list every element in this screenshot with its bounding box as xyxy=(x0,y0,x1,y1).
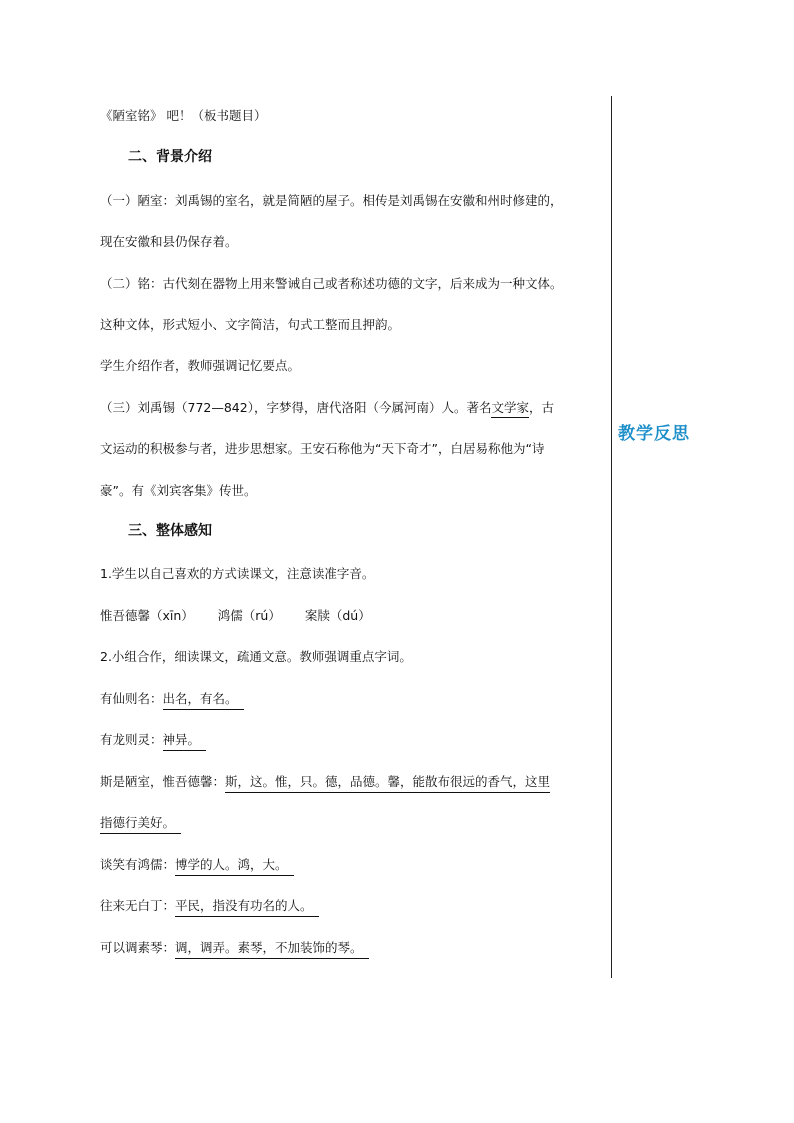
background-item-3-line-2: 文运动的积极参与者，进步思想家。王安石称他为“天下奇才”，白居易称他为“诗 xyxy=(100,441,545,456)
pinyin-row xyxy=(100,608,371,624)
underlined-term: 文学家 xyxy=(491,400,529,418)
glossary-definition: 斯，这。惟，只。德，品德。馨，能散布很远的香气，这里 xyxy=(225,774,550,793)
glossary-entry-continued xyxy=(100,815,181,834)
lesson-content xyxy=(100,96,610,978)
background-item-1-line-2: 现在安徽和县仍保存着。 xyxy=(100,234,238,249)
glossary-definition: 神异。 xyxy=(163,732,207,751)
glossary-definition: 出名，有名。 xyxy=(163,691,244,710)
step-2-line: 2.小组合作，细读课文，疏通文意。教师强调重点字词。 xyxy=(100,649,412,664)
glossary-term: 可以调素琴： xyxy=(100,940,176,955)
background-item-1-line-1: （一）陋室：刘禹锡的室名，就是简陋的屋子。相传是刘禹锡在安徽和州时修建的， xyxy=(100,193,563,208)
teaching-reflection-heading: 教学反思 xyxy=(618,424,690,444)
column-divider xyxy=(611,96,612,978)
intro-line: 《陋室铭》 吧！（板书题目） xyxy=(100,108,267,123)
glossary-entry xyxy=(100,774,550,793)
glossary-entry xyxy=(100,732,206,751)
glossary-entry xyxy=(100,857,294,876)
glossary-definition: 调，调弄。素琴，不加装饰的琴。 xyxy=(175,940,369,959)
background-item-2-line-2: 这种文体，形式短小、文字简洁，句式工整而且押韵。 xyxy=(100,317,401,332)
glossary-term: 有仙则名： xyxy=(100,691,163,706)
section-heading-background: 二、背景介绍 xyxy=(128,149,212,165)
step-1-line: 1.学生以自己喜欢的方式读课文，注意读准字音。 xyxy=(100,566,375,581)
glossary-entry xyxy=(100,898,319,917)
glossary-term: 有龙则灵： xyxy=(100,732,163,747)
background-item-3-line-3: 豪”。有《刘宾客集》传世。 xyxy=(100,483,257,498)
glossary-term: 斯是陋室，惟吾德馨： xyxy=(100,774,226,789)
glossary-term: 往来无白丁： xyxy=(100,898,176,913)
glossary-term: 谈笑有鸿儒： xyxy=(100,857,176,872)
glossary-entry xyxy=(100,691,244,710)
glossary-definition-continued: 指德行美好。 xyxy=(100,815,181,834)
pinyin-item: 惟吾德馨（xīn） xyxy=(100,608,194,623)
author-intro-tail: ，古 xyxy=(528,400,554,415)
glossary-definition: 平民，指没有功名的人。 xyxy=(175,898,319,917)
author-intro-text: （三）刘禹锡（772—842），字梦得，唐代洛阳（今属河南）人。著名 xyxy=(100,400,492,415)
student-activity-line: 学生介绍作者，教师强调记忆要点。 xyxy=(100,358,301,373)
pinyin-item: 鸿儒（rú） xyxy=(217,608,281,623)
glossary-definition: 博学的人。鸿，大。 xyxy=(175,857,294,876)
background-item-3-line-1 xyxy=(100,400,554,416)
glossary-entry xyxy=(100,940,369,959)
section-heading-overview: 三、整体感知 xyxy=(128,523,212,539)
background-item-2-line-1: （二）铭：古代刻在器物上用来警诫自己或者称述功德的文字，后来成为一种文体。 xyxy=(100,276,563,291)
pinyin-item: 案牍（dú） xyxy=(304,608,371,623)
